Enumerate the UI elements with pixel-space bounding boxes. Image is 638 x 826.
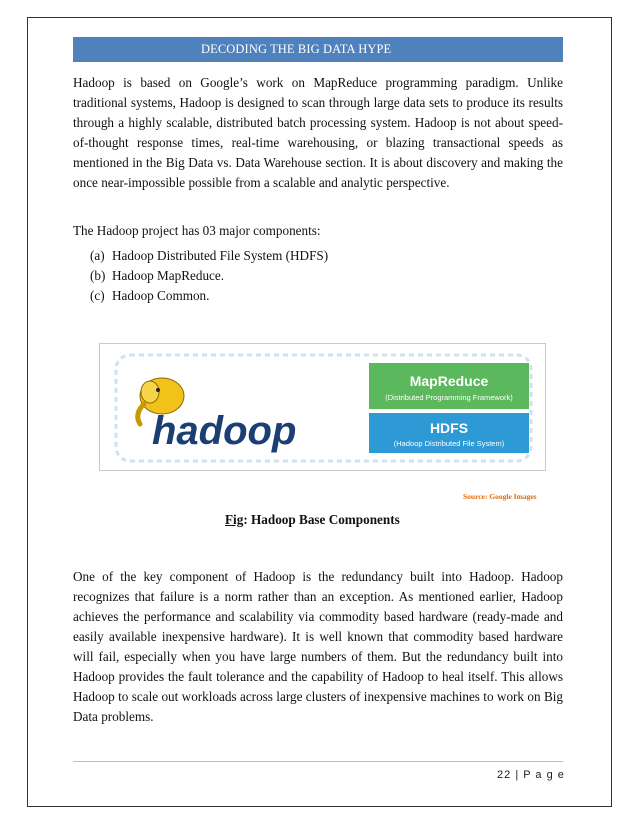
- page-number: [497, 769, 565, 781]
- list-item: [90, 286, 328, 306]
- footer-divider: [73, 761, 563, 762]
- paragraph-hadoop-intro: Hadoop is based on Google’s work on MapReduce programming paradigm. Unlike traditional systems, Hadoop is designed to scan through large data sets to produce its results through a highly scalable, distributed batch processing system. Hadoop is not about speed-of-thought response times, real-time warehousing, or blazing transactional speeds as mentioned in the Big Data vs. Data Warehouse section. It is about discovery and making the once near-impossible possible from a scalable and analytic perspective.: [73, 75, 563, 190]
- caption-text: : Hadoop Base Components: [243, 512, 400, 527]
- section-header-banner: DECODING THE BIG DATA HYPE: [73, 37, 563, 62]
- hadoop-logo-text: hadoop: [152, 409, 297, 453]
- list-item-text: Hadoop Common.: [112, 288, 210, 303]
- page-number-value: 22: [497, 769, 512, 781]
- caption-label: Fig: [225, 512, 244, 527]
- list-marker: (a): [90, 248, 105, 263]
- mapreduce-subtitle: (Distributed Programming Framework): [385, 393, 513, 402]
- list-item: [90, 266, 328, 286]
- page-label: P a g e: [523, 769, 565, 781]
- hdfs-subtitle: (Hadoop Distributed File System): [393, 439, 505, 448]
- paragraph-redundancy: One of the key component of Hadoop is the redundancy built into Hadoop. Hadoop recognizes that failure is a norm rather than an exception. As mentioned earlier, Hadoop achieves the performance and scalability via commodity based hardware (ready-made and easily available inexpensive hardware). It is well known that commodity based hardware will fail, especially when you have large numbers of them. But the redundancy built into Hadoop provides the fault tolerance and the capability of Hadoop to heal itself. This allows Hadoop to scale out workloads across large clusters of inexpensive machines to work on Big Data problems.: [73, 569, 563, 724]
- hadoop-components-figure: [99, 343, 546, 471]
- figure-caption: [225, 512, 400, 528]
- list-item: [90, 246, 328, 266]
- page-number-separator: |: [515, 769, 520, 781]
- components-list: [90, 246, 328, 306]
- list-item-text: Hadoop Distributed File System (HDFS): [112, 248, 329, 263]
- figure-source: Source: Google Images: [463, 492, 537, 501]
- list-marker: (c): [90, 288, 105, 303]
- hdfs-title: HDFS: [429, 420, 469, 436]
- components-intro: The Hadoop project has 03 major components:: [73, 223, 321, 238]
- hadoop-diagram: [100, 344, 547, 472]
- list-item-text: Hadoop MapReduce.: [112, 268, 225, 283]
- list-marker: (b): [90, 268, 106, 283]
- mapreduce-title: MapReduce: [409, 373, 489, 389]
